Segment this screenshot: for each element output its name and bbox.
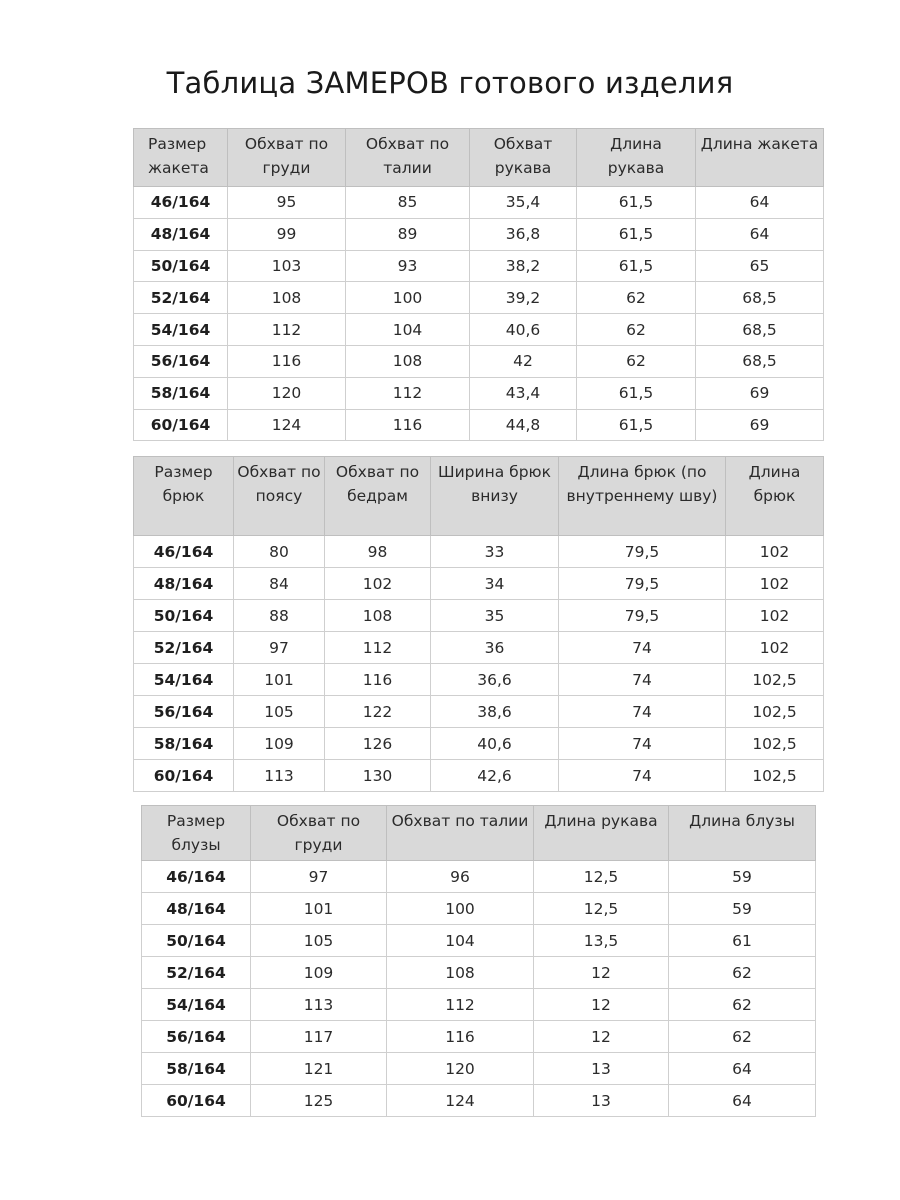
value-cell: 74 bbox=[559, 696, 726, 728]
value-cell: 68,5 bbox=[696, 345, 824, 377]
value-cell: 112 bbox=[346, 377, 470, 409]
table-row bbox=[134, 409, 824, 441]
value-cell: 43,4 bbox=[470, 377, 577, 409]
value-cell: 61,5 bbox=[577, 250, 696, 282]
value-cell: 97 bbox=[234, 632, 325, 664]
table-row bbox=[134, 187, 824, 219]
value-cell: 12,5 bbox=[534, 893, 669, 925]
value-cell: 35 bbox=[431, 600, 559, 632]
value-cell: 69 bbox=[696, 377, 824, 409]
value-cell: 64 bbox=[669, 1053, 816, 1085]
value-cell: 40,6 bbox=[470, 314, 577, 346]
value-cell: 59 bbox=[669, 861, 816, 893]
value-cell: 97 bbox=[251, 861, 387, 893]
table-row bbox=[134, 568, 824, 600]
value-cell: 117 bbox=[251, 1021, 387, 1053]
value-cell: 95 bbox=[228, 187, 346, 219]
table-row bbox=[142, 925, 816, 957]
value-cell: 126 bbox=[325, 728, 431, 760]
value-cell: 102,5 bbox=[726, 728, 824, 760]
value-cell: 13,5 bbox=[534, 925, 669, 957]
header-jacket-length: Длина жакета bbox=[696, 129, 824, 187]
page-title: Таблица ЗАМЕРОВ готового изделия bbox=[166, 66, 734, 100]
table-header-row bbox=[142, 806, 816, 861]
value-cell: 68,5 bbox=[696, 314, 824, 346]
size-cell: 60/164 bbox=[134, 760, 234, 792]
value-cell: 89 bbox=[346, 218, 470, 250]
value-cell: 104 bbox=[346, 314, 470, 346]
value-cell: 74 bbox=[559, 760, 726, 792]
value-cell: 102,5 bbox=[726, 696, 824, 728]
value-cell: 40,6 bbox=[431, 728, 559, 760]
value-cell: 33 bbox=[431, 536, 559, 568]
table-row bbox=[134, 536, 824, 568]
value-cell: 36 bbox=[431, 632, 559, 664]
header-chest: Обхват по груди bbox=[251, 806, 387, 861]
header-waist: Обхват по талии bbox=[387, 806, 534, 861]
table-row bbox=[142, 1085, 816, 1117]
value-cell: 79,5 bbox=[559, 568, 726, 600]
value-cell: 98 bbox=[325, 536, 431, 568]
value-cell: 105 bbox=[234, 696, 325, 728]
header-inseam-length: Длина брюк (по внутреннему шву) bbox=[559, 457, 726, 536]
value-cell: 61 bbox=[669, 925, 816, 957]
table-row bbox=[134, 314, 824, 346]
header-belt-girth: Обхват по поясу bbox=[234, 457, 325, 536]
table-row bbox=[142, 957, 816, 989]
size-cell: 56/164 bbox=[134, 345, 228, 377]
size-cell: 58/164 bbox=[134, 377, 228, 409]
value-cell: 100 bbox=[346, 282, 470, 314]
value-cell: 12 bbox=[534, 989, 669, 1021]
value-cell: 108 bbox=[228, 282, 346, 314]
value-cell: 112 bbox=[325, 632, 431, 664]
value-cell: 12 bbox=[534, 957, 669, 989]
value-cell: 105 bbox=[251, 925, 387, 957]
size-cell: 58/164 bbox=[134, 728, 234, 760]
size-cell: 50/164 bbox=[134, 250, 228, 282]
header-sleeve-girth: Обхват рукава bbox=[470, 129, 577, 187]
value-cell: 12,5 bbox=[534, 861, 669, 893]
value-cell: 121 bbox=[251, 1053, 387, 1085]
value-cell: 62 bbox=[577, 314, 696, 346]
size-cell: 50/164 bbox=[142, 925, 251, 957]
value-cell: 64 bbox=[696, 187, 824, 219]
value-cell: 62 bbox=[669, 1021, 816, 1053]
value-cell: 64 bbox=[669, 1085, 816, 1117]
size-cell: 48/164 bbox=[134, 218, 228, 250]
header-size-trousers: Размер брюк bbox=[134, 457, 234, 536]
value-cell: 102 bbox=[726, 536, 824, 568]
size-cell: 46/164 bbox=[142, 861, 251, 893]
header-sleeve-length: Длина рукава bbox=[534, 806, 669, 861]
value-cell: 74 bbox=[559, 632, 726, 664]
value-cell: 130 bbox=[325, 760, 431, 792]
value-cell: 61,5 bbox=[577, 218, 696, 250]
table-header-row bbox=[134, 457, 824, 536]
value-cell: 124 bbox=[387, 1085, 534, 1117]
size-cell: 52/164 bbox=[142, 957, 251, 989]
value-cell: 85 bbox=[346, 187, 470, 219]
value-cell: 108 bbox=[346, 345, 470, 377]
value-cell: 88 bbox=[234, 600, 325, 632]
value-cell: 93 bbox=[346, 250, 470, 282]
value-cell: 102 bbox=[726, 568, 824, 600]
value-cell: 12 bbox=[534, 1021, 669, 1053]
header-bottom-width: Ширина брюк внизу bbox=[431, 457, 559, 536]
value-cell: 74 bbox=[559, 664, 726, 696]
table-row bbox=[134, 696, 824, 728]
value-cell: 109 bbox=[251, 957, 387, 989]
value-cell: 36,6 bbox=[431, 664, 559, 696]
value-cell: 99 bbox=[228, 218, 346, 250]
table-row bbox=[134, 664, 824, 696]
value-cell: 112 bbox=[387, 989, 534, 1021]
value-cell: 74 bbox=[559, 728, 726, 760]
value-cell: 35,4 bbox=[470, 187, 577, 219]
value-cell: 102,5 bbox=[726, 664, 824, 696]
size-cell: 58/164 bbox=[142, 1053, 251, 1085]
table-row bbox=[134, 600, 824, 632]
blouse-measurements-table bbox=[141, 805, 816, 1117]
value-cell: 120 bbox=[387, 1053, 534, 1085]
header-waist: Обхват по талии bbox=[346, 129, 470, 187]
table-row bbox=[134, 345, 824, 377]
value-cell: 62 bbox=[669, 957, 816, 989]
table-row bbox=[134, 218, 824, 250]
header-blouse-length: Длина блузы bbox=[669, 806, 816, 861]
size-cell: 56/164 bbox=[134, 696, 234, 728]
value-cell: 61,5 bbox=[577, 409, 696, 441]
size-cell: 56/164 bbox=[142, 1021, 251, 1053]
header-size-blouse: Размер блузы bbox=[142, 806, 251, 861]
table-row bbox=[134, 632, 824, 664]
value-cell: 84 bbox=[234, 568, 325, 600]
value-cell: 122 bbox=[325, 696, 431, 728]
value-cell: 65 bbox=[696, 250, 824, 282]
value-cell: 61,5 bbox=[577, 377, 696, 409]
size-cell: 48/164 bbox=[134, 568, 234, 600]
value-cell: 112 bbox=[228, 314, 346, 346]
value-cell: 116 bbox=[228, 345, 346, 377]
value-cell: 44,8 bbox=[470, 409, 577, 441]
size-cell: 46/164 bbox=[134, 536, 234, 568]
table-row bbox=[134, 377, 824, 409]
value-cell: 62 bbox=[577, 282, 696, 314]
value-cell: 69 bbox=[696, 409, 824, 441]
table-row bbox=[134, 250, 824, 282]
value-cell: 59 bbox=[669, 893, 816, 925]
table-row bbox=[142, 893, 816, 925]
size-cell: 60/164 bbox=[142, 1085, 251, 1117]
size-cell: 60/164 bbox=[134, 409, 228, 441]
value-cell: 113 bbox=[251, 989, 387, 1021]
value-cell: 79,5 bbox=[559, 600, 726, 632]
header-size-jacket: Размер жакета bbox=[134, 129, 228, 187]
value-cell: 13 bbox=[534, 1085, 669, 1117]
value-cell: 101 bbox=[251, 893, 387, 925]
value-cell: 125 bbox=[251, 1085, 387, 1117]
value-cell: 96 bbox=[387, 861, 534, 893]
value-cell: 102 bbox=[726, 600, 824, 632]
table-row bbox=[134, 282, 824, 314]
header-hip-girth: Обхват по бедрам bbox=[325, 457, 431, 536]
value-cell: 101 bbox=[234, 664, 325, 696]
value-cell: 120 bbox=[228, 377, 346, 409]
value-cell: 64 bbox=[696, 218, 824, 250]
value-cell: 102 bbox=[325, 568, 431, 600]
size-cell: 54/164 bbox=[134, 314, 228, 346]
size-cell: 50/164 bbox=[134, 600, 234, 632]
value-cell: 116 bbox=[346, 409, 470, 441]
size-cell: 54/164 bbox=[142, 989, 251, 1021]
table-row bbox=[142, 1021, 816, 1053]
value-cell: 116 bbox=[387, 1021, 534, 1053]
table-row bbox=[142, 861, 816, 893]
size-cell: 52/164 bbox=[134, 282, 228, 314]
value-cell: 13 bbox=[534, 1053, 669, 1085]
value-cell: 109 bbox=[234, 728, 325, 760]
value-cell: 104 bbox=[387, 925, 534, 957]
value-cell: 102,5 bbox=[726, 760, 824, 792]
value-cell: 108 bbox=[325, 600, 431, 632]
value-cell: 79,5 bbox=[559, 536, 726, 568]
header-sleeve-length: Длина рукава bbox=[577, 129, 696, 187]
value-cell: 39,2 bbox=[470, 282, 577, 314]
header-trousers-length: Длина брюк bbox=[726, 457, 824, 536]
value-cell: 113 bbox=[234, 760, 325, 792]
value-cell: 42 bbox=[470, 345, 577, 377]
size-cell: 48/164 bbox=[142, 893, 251, 925]
value-cell: 34 bbox=[431, 568, 559, 600]
value-cell: 108 bbox=[387, 957, 534, 989]
value-cell: 124 bbox=[228, 409, 346, 441]
value-cell: 62 bbox=[577, 345, 696, 377]
value-cell: 38,6 bbox=[431, 696, 559, 728]
table-row bbox=[142, 1053, 816, 1085]
value-cell: 61,5 bbox=[577, 187, 696, 219]
value-cell: 42,6 bbox=[431, 760, 559, 792]
table-row bbox=[142, 989, 816, 1021]
size-cell: 52/164 bbox=[134, 632, 234, 664]
value-cell: 38,2 bbox=[470, 250, 577, 282]
value-cell: 116 bbox=[325, 664, 431, 696]
value-cell: 68,5 bbox=[696, 282, 824, 314]
header-chest: Обхват по груди bbox=[228, 129, 346, 187]
jacket-measurements-table bbox=[133, 128, 824, 441]
value-cell: 102 bbox=[726, 632, 824, 664]
table-row bbox=[134, 760, 824, 792]
value-cell: 36,8 bbox=[470, 218, 577, 250]
trousers-measurements-table bbox=[133, 456, 824, 792]
value-cell: 62 bbox=[669, 989, 816, 1021]
size-cell: 54/164 bbox=[134, 664, 234, 696]
value-cell: 103 bbox=[228, 250, 346, 282]
table-row bbox=[134, 728, 824, 760]
value-cell: 100 bbox=[387, 893, 534, 925]
table-header-row bbox=[134, 129, 824, 187]
size-cell: 46/164 bbox=[134, 187, 228, 219]
value-cell: 80 bbox=[234, 536, 325, 568]
